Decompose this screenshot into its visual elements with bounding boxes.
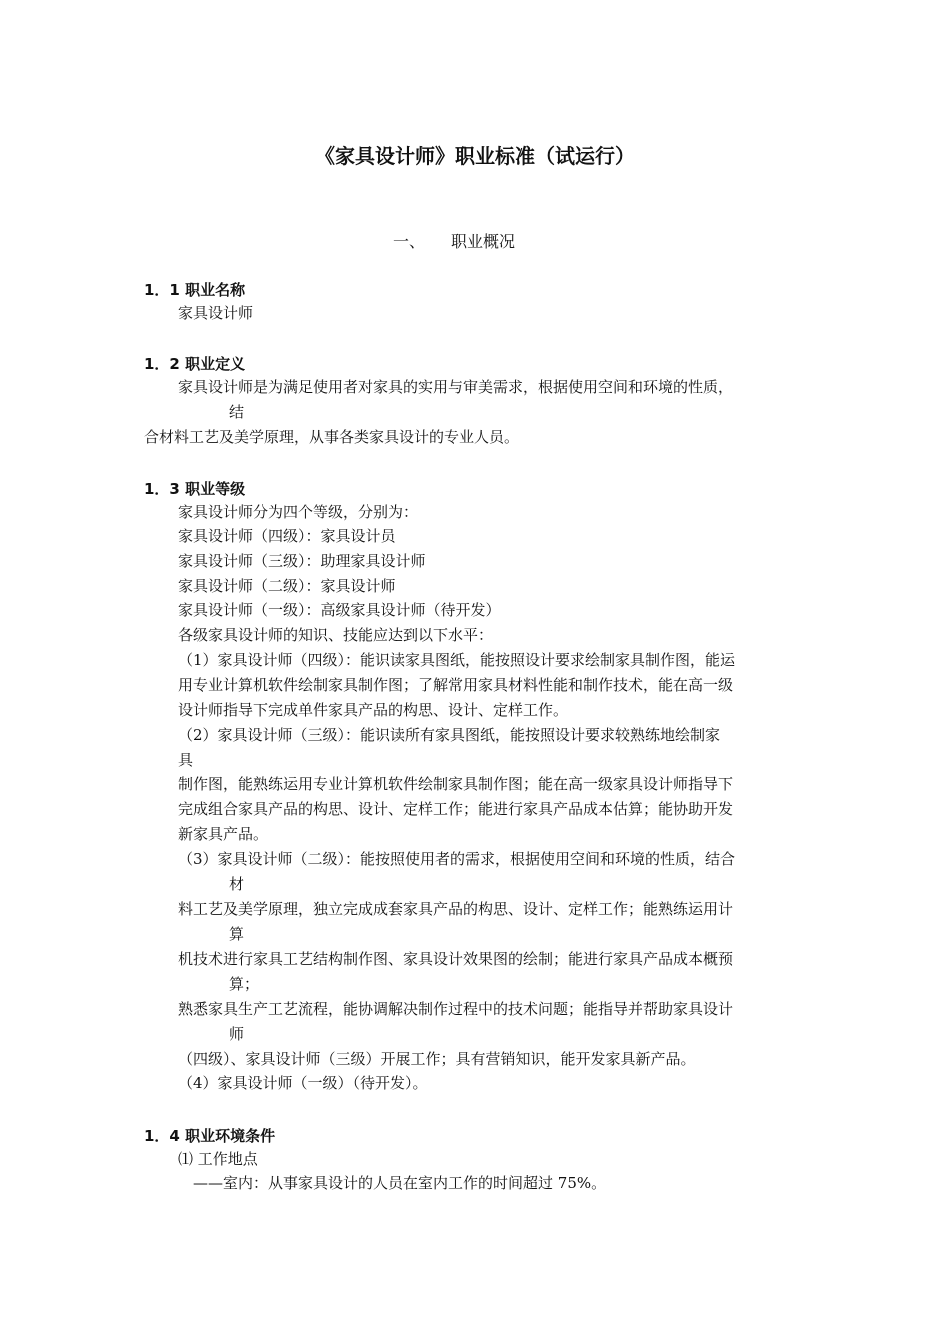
level4-line: （1）家具设计师（四级）：能识读家具图纸，能按照设计要求绘制家具制作图，能运 (178, 651, 736, 669)
level2-line: 算； (229, 975, 260, 993)
level1-line: （4）家具设计师（一级）（待开发）。 (178, 1074, 428, 1092)
level2-line: （四级）、家具设计师（三级）开展工作；具有营销知识，能开发家具新产品。 (178, 1050, 696, 1068)
grade-line: 家具设计师（四级）：家具设计员 (178, 527, 396, 545)
level2-line: 料工艺及美学原理，独立完成成套家具产品的构思、设计、定样工作；能熟练运用计 (178, 900, 734, 918)
level3-line: 新家具产品。 (178, 825, 269, 843)
level2-line: 机技术进行家具工艺结构制作图、家具设计效果图的绘制；能进行家具产品成本概预 (178, 950, 734, 968)
level2-line: 算 (229, 925, 245, 943)
level4-line: 设计师指导下完成单件家具产品的构思、设计、定样工作。 (178, 701, 569, 719)
section-heading-1-2: 1．2 职业定义 (144, 355, 246, 373)
level2-line: 熟悉家具生产工艺流程，能协调解决制作过程中的技术问题；能指导并帮助家具设计 (178, 1000, 734, 1018)
occupation-name: 家具设计师 (178, 304, 254, 322)
section-heading-1-4: 1．4 职业环境条件 (144, 1127, 276, 1145)
chapter-number: 一、 (393, 232, 426, 251)
grade-line: 各级家具设计师的知识、技能应达到以下水平： (178, 626, 494, 644)
level3-line: 完成组合家具产品的构思、设计、定样工作；能进行家具产品成本估算；能协助开发 (178, 800, 734, 818)
level4-line: 用专业计算机软件绘制家具制作图；了解常用家具材料性能和制作技术，能在高一级 (178, 676, 734, 694)
level2-line: （3）家具设计师（二级）：能按照使用者的需求，根据使用空间和环境的性质，结合 (178, 850, 736, 868)
definition-line: 家具设计师是为满足使用者对家具的实用与审美需求，根据使用空间和环境的性质， (178, 378, 734, 396)
section-heading-1-1: 1．1 职业名称 (144, 281, 246, 299)
level2-line: 材 (229, 875, 245, 893)
level3-line: （2）家具设计师（三级）：能识读所有家具图纸，能按照设计要求较熟练地绘制家 (178, 726, 721, 744)
level3-line: 具 (178, 751, 194, 769)
grade-line: 家具设计师（一级）：高级家具设计师（待开发） (178, 601, 501, 619)
definition-line: 合材料工艺及美学原理，从事各类家具设计的专业人员。 (144, 428, 520, 446)
chapter-title: 职业概况 (451, 232, 516, 251)
workplace-subheading: ⑴ 工作地点 (178, 1150, 258, 1168)
grade-line: 家具设计师（二级）：家具设计师 (178, 577, 396, 595)
chapter-heading (393, 229, 541, 252)
document-title: 《家具设计师》职业标准（试运行） (315, 144, 635, 168)
workplace-item: ——室内：从事家具设计的人员在室内工作的时间超过 75%。 (193, 1174, 607, 1192)
grade-line: 家具设计师分为四个等级，分别为： (178, 503, 419, 521)
level2-line: 师 (229, 1025, 245, 1043)
grade-line: 家具设计师（三级）：助理家具设计师 (178, 552, 426, 570)
section-heading-1-3: 1．3 职业等级 (144, 480, 246, 498)
level3-line: 制作图，能熟练运用专业计算机软件绘制家具制作图；能在高一级家具设计师指导下 (178, 775, 734, 793)
definition-line: 结 (229, 403, 245, 421)
